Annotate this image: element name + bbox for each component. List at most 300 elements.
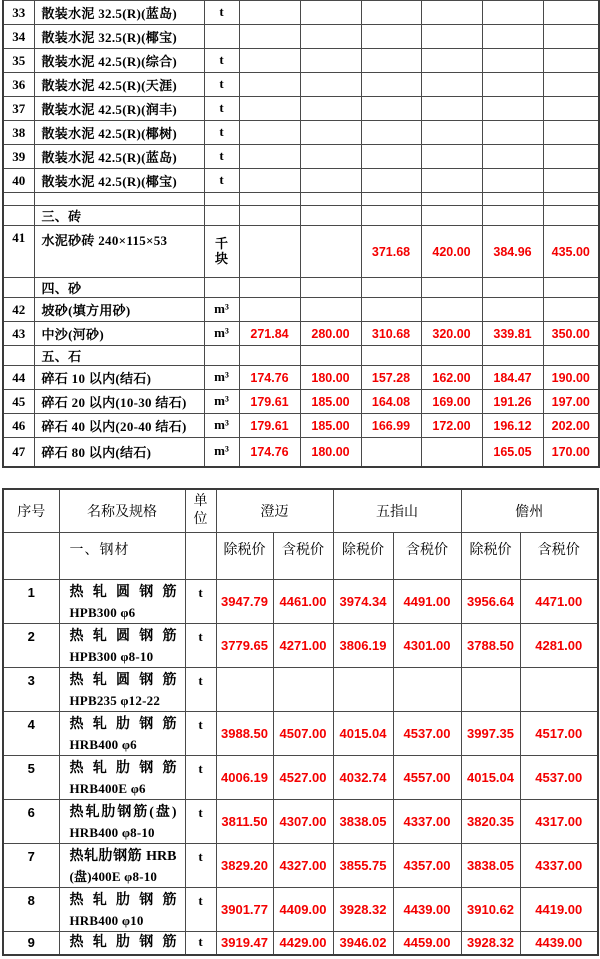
item-unit (204, 346, 239, 366)
price-cell (361, 438, 421, 467)
price-cell (543, 278, 599, 298)
price-cell: 185.00 (300, 390, 361, 414)
item-spec: HRB400E φ6 (69, 780, 146, 796)
row-seq: 35 (3, 49, 34, 73)
price-cell: 3806.19 (333, 623, 393, 667)
empty-cell (361, 193, 421, 206)
item-name: 散装水泥 32.5(R)(蓝岛) (34, 1, 204, 25)
steel-table-header-row (3, 489, 598, 532)
price-cell (421, 49, 482, 73)
row-seq: 2 (3, 623, 59, 667)
row-seq: 34 (3, 25, 34, 49)
price-cell: 157.28 (361, 366, 421, 390)
header-seq: 序号 (3, 489, 59, 532)
price-cell (421, 278, 482, 298)
price-cell: 172.00 (421, 414, 482, 438)
section-row (3, 278, 599, 298)
price-cell (239, 278, 300, 298)
price-cell: 3811.50 (216, 799, 273, 843)
price-cell (421, 1, 482, 25)
price-cell: 4439.00 (393, 887, 461, 931)
price-cell: 196.12 (482, 414, 543, 438)
price-cell: 310.68 (361, 322, 421, 346)
price-cell: 384.96 (482, 226, 543, 278)
row-seq: 44 (3, 366, 34, 390)
price-cell: 4459.00 (393, 931, 461, 955)
price-cell (300, 298, 361, 322)
price-cell (421, 346, 482, 366)
item-unit: t (185, 799, 216, 843)
price-cell (239, 73, 300, 97)
item-name-cn: 热轧肋钢筋(盘) (69, 804, 177, 820)
price-cell: 165.05 (482, 438, 543, 467)
price-cell: 162.00 (421, 366, 482, 390)
item-name (59, 843, 185, 887)
price-cell (300, 97, 361, 121)
item-name-cn: 热轧圆钢筋 (69, 628, 177, 644)
material-row (3, 1, 599, 25)
row-seq: 36 (3, 73, 34, 97)
price-cell (300, 25, 361, 49)
item-unit: t (204, 169, 239, 193)
price-cell: 3997.35 (461, 711, 520, 755)
item-unit: t (204, 121, 239, 145)
empty-cell (239, 193, 300, 206)
item-name: 散装水泥 42.5(R)(润丰) (34, 97, 204, 121)
item-unit: m³ (204, 322, 239, 346)
header-unit: 单位 (185, 489, 216, 532)
empty-cell (3, 193, 34, 206)
material-row (3, 49, 599, 73)
price-cell (300, 73, 361, 97)
price-cell (543, 25, 599, 49)
price-cell: 4491.00 (393, 579, 461, 623)
price-cell (421, 298, 482, 322)
price-cell: 190.00 (543, 366, 599, 390)
price-cell: 3988.50 (216, 711, 273, 755)
row-seq: 37 (3, 97, 34, 121)
price-cell: 4317.00 (520, 799, 598, 843)
price-cell: 4015.04 (333, 711, 393, 755)
price-cell (393, 667, 461, 711)
price-cell: 4429.00 (273, 931, 333, 955)
price-cell (273, 667, 333, 711)
row-seq: 38 (3, 121, 34, 145)
header-city-danzhou: 儋州 (461, 489, 598, 532)
price-cell: 350.00 (543, 322, 599, 346)
price-cell (421, 97, 482, 121)
empty-cell (34, 193, 204, 206)
price-cell: 4337.00 (520, 843, 598, 887)
item-name: 碎石 20 以内(10-30 结石) (34, 390, 204, 414)
price-cell: 4357.00 (393, 843, 461, 887)
price-cell: 3838.05 (333, 799, 393, 843)
price-cell: 435.00 (543, 226, 599, 278)
price-cell (239, 169, 300, 193)
price-cell: 3788.50 (461, 623, 520, 667)
price-cell: 4301.00 (393, 623, 461, 667)
price-cell (239, 121, 300, 145)
price-cell: 202.00 (543, 414, 599, 438)
price-cell (421, 145, 482, 169)
price-cell (482, 145, 543, 169)
price-cell (361, 346, 421, 366)
section-row (3, 206, 599, 226)
material-row (3, 438, 599, 467)
item-unit: m³ (204, 390, 239, 414)
price-cell (300, 206, 361, 226)
price-cell (239, 226, 300, 278)
materials-table-body (3, 1, 599, 467)
item-name-cn: 热轧肋钢筋 HRB (69, 848, 177, 864)
material-row (3, 298, 599, 322)
item-unit: t (185, 711, 216, 755)
price-cell (543, 169, 599, 193)
row-seq (3, 206, 34, 226)
item-unit: 千块 (204, 226, 239, 278)
price-type-label: 除税价 (461, 532, 520, 579)
price-cell (361, 49, 421, 73)
price-cell (482, 298, 543, 322)
row-seq: 42 (3, 298, 34, 322)
row-seq: 46 (3, 414, 34, 438)
materials-price-table (2, 0, 600, 468)
header-city-chengmai: 澄迈 (216, 489, 333, 532)
price-cell (239, 49, 300, 73)
item-unit: m³ (204, 366, 239, 390)
price-cell: 3829.20 (216, 843, 273, 887)
price-cell (300, 1, 361, 25)
item-unit: t (185, 887, 216, 931)
price-cell (361, 278, 421, 298)
price-type-label: 除税价 (333, 532, 393, 579)
item-spec: HRB400 φ6 (69, 736, 137, 752)
price-cell: 4461.00 (273, 579, 333, 623)
item-name: 散装水泥 32.5(R)(椰宝) (34, 25, 204, 49)
item-name-cn: 热轧肋钢筋 (69, 716, 177, 732)
material-row (3, 169, 599, 193)
row-seq: 8 (3, 887, 59, 931)
price-cell: 4307.00 (273, 799, 333, 843)
item-name (59, 579, 185, 623)
price-cell: 4271.00 (273, 623, 333, 667)
price-cell: 3928.32 (461, 931, 520, 955)
empty-cell (300, 193, 361, 206)
steel-table-subheader-row (3, 532, 598, 579)
price-cell (239, 25, 300, 49)
item-name: 散装水泥 42.5(R)(椰树) (34, 121, 204, 145)
price-cell (520, 667, 598, 711)
row-seq: 6 (3, 799, 59, 843)
price-cell (300, 278, 361, 298)
empty-cell (482, 193, 543, 206)
price-cell (482, 346, 543, 366)
item-name (59, 711, 185, 755)
price-cell: 3928.32 (333, 887, 393, 931)
price-cell (543, 206, 599, 226)
item-spec: HRB400 φ8-10 (69, 824, 155, 840)
item-name-cn: 热轧肋钢筋 (69, 892, 177, 908)
item-name: 散装水泥 42.5(R)(椰宝) (34, 169, 204, 193)
price-cell: 3820.35 (461, 799, 520, 843)
item-name (59, 799, 185, 843)
price-cell (482, 1, 543, 25)
empty-cell (204, 193, 239, 206)
price-cell: 3855.75 (333, 843, 393, 887)
item-name: 碎石 80 以内(结石) (34, 438, 204, 467)
item-unit (204, 25, 239, 49)
price-cell (300, 145, 361, 169)
price-cell (482, 97, 543, 121)
material-row (3, 73, 599, 97)
material-row (3, 25, 599, 49)
price-cell: 197.00 (543, 390, 599, 414)
price-cell (421, 121, 482, 145)
row-seq: 40 (3, 169, 34, 193)
item-unit: m³ (204, 438, 239, 467)
price-type-label: 除税价 (216, 532, 273, 579)
steel-row (3, 623, 598, 667)
empty-cell (543, 193, 599, 206)
price-cell: 174.76 (239, 366, 300, 390)
price-cell (482, 25, 543, 49)
steel-row (3, 579, 598, 623)
price-cell (300, 346, 361, 366)
price-cell (482, 49, 543, 73)
price-cell: 4527.00 (273, 755, 333, 799)
price-cell (361, 298, 421, 322)
price-cell: 191.26 (482, 390, 543, 414)
price-cell (482, 73, 543, 97)
item-unit: m³ (204, 414, 239, 438)
price-cell: 170.00 (543, 438, 599, 467)
price-cell (361, 169, 421, 193)
steel-row (3, 667, 598, 711)
item-unit: t (204, 73, 239, 97)
row-seq: 39 (3, 145, 34, 169)
row-seq: 43 (3, 322, 34, 346)
row-seq: 1 (3, 579, 59, 623)
material-row (3, 97, 599, 121)
price-cell: 4507.00 (273, 711, 333, 755)
price-cell: 180.00 (300, 438, 361, 467)
steel-price-table (2, 488, 599, 956)
material-row (3, 414, 599, 438)
price-cell (239, 97, 300, 121)
material-row (3, 145, 599, 169)
item-unit: t (204, 145, 239, 169)
item-spec: HPB300 φ6 (69, 604, 136, 620)
price-cell (239, 1, 300, 25)
price-cell: 4537.00 (393, 711, 461, 755)
item-name-cn: 热轧圆钢筋 (69, 584, 177, 600)
item-unit: t (185, 931, 216, 955)
item-name (59, 667, 185, 711)
price-cell (482, 278, 543, 298)
price-cell: 4419.00 (520, 887, 598, 931)
item-name (59, 755, 185, 799)
item-spec: HPB235 φ12-22 (69, 692, 161, 708)
price-cell (300, 121, 361, 145)
price-cell (361, 121, 421, 145)
steel-row (3, 887, 598, 931)
price-cell (239, 346, 300, 366)
item-unit: t (204, 49, 239, 73)
price-cell (543, 97, 599, 121)
row-seq: 3 (3, 667, 59, 711)
row-seq (3, 346, 34, 366)
price-cell (461, 667, 520, 711)
price-cell: 4032.74 (333, 755, 393, 799)
item-name (59, 623, 185, 667)
empty-cell (421, 193, 482, 206)
item-unit: t (185, 667, 216, 711)
price-type-label: 含税价 (520, 532, 598, 579)
item-unit: t (185, 623, 216, 667)
row-seq: 7 (3, 843, 59, 887)
section-row (3, 346, 599, 366)
price-cell: 169.00 (421, 390, 482, 414)
price-cell (482, 169, 543, 193)
price-cell (482, 121, 543, 145)
price-cell: 164.08 (361, 390, 421, 414)
item-spec: HPB300 φ8-10 (69, 648, 154, 664)
price-cell (482, 206, 543, 226)
item-name (59, 931, 185, 955)
subheader-empty-seq (3, 532, 59, 579)
section-label: 四、砂 (34, 278, 204, 298)
price-cell: 3946.02 (333, 931, 393, 955)
price-cell: 3919.47 (216, 931, 273, 955)
price-cell: 3947.79 (216, 579, 273, 623)
price-cell: 174.76 (239, 438, 300, 467)
row-seq (3, 278, 34, 298)
price-cell (543, 346, 599, 366)
price-cell (216, 667, 273, 711)
price-cell: 3901.77 (216, 887, 273, 931)
row-seq: 41 (3, 226, 34, 278)
item-unit: t (204, 1, 239, 25)
item-name-cn: 热轧圆钢筋 (69, 672, 177, 688)
item-name: 水泥砂砖 240×115×53 (34, 226, 204, 278)
price-cell: 320.00 (421, 322, 482, 346)
steel-row (3, 843, 598, 887)
price-cell (543, 145, 599, 169)
price-cell (421, 25, 482, 49)
price-cell (361, 73, 421, 97)
price-cell: 184.47 (482, 366, 543, 390)
item-name: 中沙(河砂) (34, 322, 204, 346)
price-cell (421, 206, 482, 226)
item-name (59, 887, 185, 931)
price-cell (239, 206, 300, 226)
price-cell (361, 145, 421, 169)
price-cell: 4281.00 (520, 623, 598, 667)
header-name-spec: 名称及规格 (59, 489, 185, 532)
item-unit: t (185, 755, 216, 799)
price-cell (361, 1, 421, 25)
price-cell: 4537.00 (520, 755, 598, 799)
item-name-cn: 热轧肋钢筋 (69, 760, 177, 776)
section-label-steel: 一、钢材 (59, 532, 185, 579)
price-cell: 4327.00 (273, 843, 333, 887)
price-cell: 179.61 (239, 390, 300, 414)
price-cell: 280.00 (300, 322, 361, 346)
item-name: 散装水泥 42.5(R)(蓝岛) (34, 145, 204, 169)
subheader-empty-unit (185, 532, 216, 579)
steel-table-body (3, 579, 598, 955)
price-cell: 4557.00 (393, 755, 461, 799)
price-cell (421, 169, 482, 193)
steel-row (3, 799, 598, 843)
price-cell: 339.81 (482, 322, 543, 346)
price-cell: 4409.00 (273, 887, 333, 931)
row-seq: 5 (3, 755, 59, 799)
item-unit: t (185, 579, 216, 623)
empty-row (3, 193, 599, 206)
price-cell (300, 226, 361, 278)
price-cell (361, 25, 421, 49)
item-unit: m³ (204, 298, 239, 322)
row-seq: 9 (3, 931, 59, 955)
price-cell (421, 438, 482, 467)
price-cell (300, 169, 361, 193)
item-unit (204, 206, 239, 226)
row-seq: 45 (3, 390, 34, 414)
item-name: 碎石 40 以内(20-40 结石) (34, 414, 204, 438)
row-seq: 47 (3, 438, 34, 467)
price-cell: 179.61 (239, 414, 300, 438)
row-seq: 33 (3, 1, 34, 25)
material-row (3, 226, 599, 278)
price-cell: 3779.65 (216, 623, 273, 667)
item-unit (204, 278, 239, 298)
item-name: 散装水泥 42.5(R)(综合) (34, 49, 204, 73)
material-row (3, 390, 599, 414)
item-unit: t (204, 97, 239, 121)
price-cell: 3910.62 (461, 887, 520, 931)
price-cell (543, 49, 599, 73)
row-seq: 4 (3, 711, 59, 755)
price-cell: 271.84 (239, 322, 300, 346)
price-cell: 420.00 (421, 226, 482, 278)
price-cell: 180.00 (300, 366, 361, 390)
price-cell (239, 145, 300, 169)
price-cell: 3974.34 (333, 579, 393, 623)
price-cell (543, 1, 599, 25)
material-row (3, 322, 599, 346)
steel-row (3, 711, 598, 755)
item-unit: t (185, 843, 216, 887)
price-cell: 4337.00 (393, 799, 461, 843)
price-type-label: 含税价 (393, 532, 461, 579)
item-name: 散装水泥 42.5(R)(天涯) (34, 73, 204, 97)
price-cell: 371.68 (361, 226, 421, 278)
price-cell (333, 667, 393, 711)
price-cell: 4006.19 (216, 755, 273, 799)
price-cell (543, 121, 599, 145)
price-cell (239, 298, 300, 322)
material-row (3, 121, 599, 145)
price-cell: 4015.04 (461, 755, 520, 799)
item-name-cn: 热轧肋钢筋 (69, 934, 177, 950)
price-cell (543, 298, 599, 322)
price-cell (361, 206, 421, 226)
item-spec: (盘)400E φ8-10 (69, 868, 158, 884)
price-cell: 4471.00 (520, 579, 598, 623)
price-cell: 166.99 (361, 414, 421, 438)
price-cell (543, 73, 599, 97)
